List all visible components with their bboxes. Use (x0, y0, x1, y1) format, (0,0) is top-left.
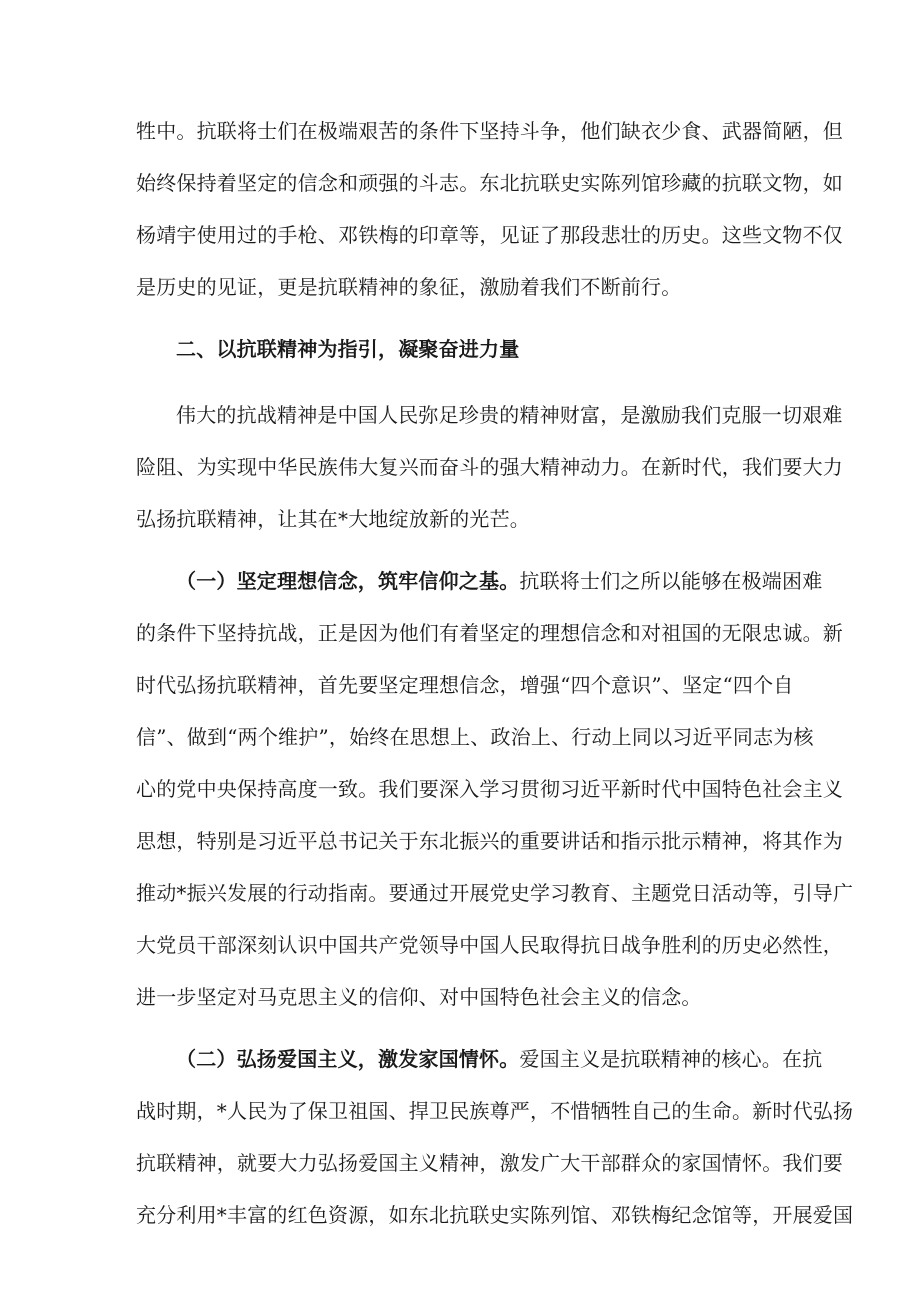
paragraph-line: 是历史的见证，更是抗联精神的象征，激励着我们不断前行。 (136, 275, 682, 299)
paragraph-line: 伟大的抗战精神是中国人民弥足珍贵的精神财富，是激励我们克服一切艰难 (176, 403, 843, 427)
paragraph-line: 充分利用*丰富的红色资源，如东北抗联史实陈列馆、邓铁梅纪念馆等，开展爱国 (136, 1203, 854, 1227)
paragraph-line: 信”、做到“两个维护”，始终在思想上、政治上、行动上同以习近平同志为核 (136, 725, 814, 749)
paragraph-line: 牲中。抗联将士们在极端艰苦的条件下坚持斗争，他们缺衣少食、武器简陋，但 (136, 119, 843, 143)
paragraph-line: 的条件下坚持抗战，正是因为他们有着坚定的理想信念和对祖国的无限忠诚。新 (136, 621, 843, 645)
paragraph-line: 战时期，*人民为了保卫祖国、捍卫民族尊严，不惜牺牲自己的生命。新时代弘扬 (136, 1099, 854, 1123)
paragraph-lead-line (176, 1046, 823, 1072)
paragraph-line: 弘扬抗联精神，让其在*大地绽放新的光芒。 (136, 507, 530, 531)
paragraph-text: 抗联将士们之所以能够在极端困难 (519, 569, 823, 593)
paragraph-line: 时代弘扬抗联精神，首先要坚定理想信念，增强“四个意识”、坚定“四个自 (136, 673, 794, 697)
paragraph-line: 杨靖宇使用过的手枪、邓铁梅的印章等，见证了那段悲壮的历史。这些文物不仅 (136, 223, 843, 247)
paragraph-line: 抗联精神，就要大力弘扬爱国主义精神，激发广大干部群众的家国情怀。我们要 (136, 1151, 843, 1175)
subsection-title: （一）坚定理想信念，筑牢信仰之基。 (176, 569, 520, 593)
paragraph-line: 思想，特别是习近平总书记关于东北振兴的重要讲话和指示批示精神，将其作为 (136, 829, 843, 853)
paragraph-text: 爱国主义是抗联精神的核心。在抗 (519, 1047, 823, 1071)
paragraph-line: 推动*振兴发展的行动指南。要通过开展党史学习教育、主题党日活动等，引导广 (136, 881, 854, 905)
subsection-title: （二）弘扬爱国主义，激发家国情怀。 (176, 1047, 520, 1071)
paragraph-line: 大党员干部深刻认识中国共产党领导中国人民取得抗日战争胜利的历史必然性， (136, 933, 843, 957)
paragraph-lead-line (176, 568, 823, 594)
paragraph-line: 险阻、为实现中华民族伟大复兴而奋斗的强大精神动力。在新时代，我们要大力 (136, 455, 843, 479)
paragraph-line: 始终保持着坚定的信念和顽强的斗志。东北抗联史实陈列馆珍藏的抗联文物，如 (136, 171, 843, 195)
paragraph-line: 心的党中央保持高度一致。我们要深入学习贯彻习近平新时代中国特色社会主义 (136, 777, 843, 801)
section-heading: 二、以抗联精神为指引，凝聚奋进力量 (176, 337, 520, 361)
paragraph-line: 进一步坚定对马克思主义的信仰、对中国特色社会主义的信念。 (136, 985, 702, 1009)
